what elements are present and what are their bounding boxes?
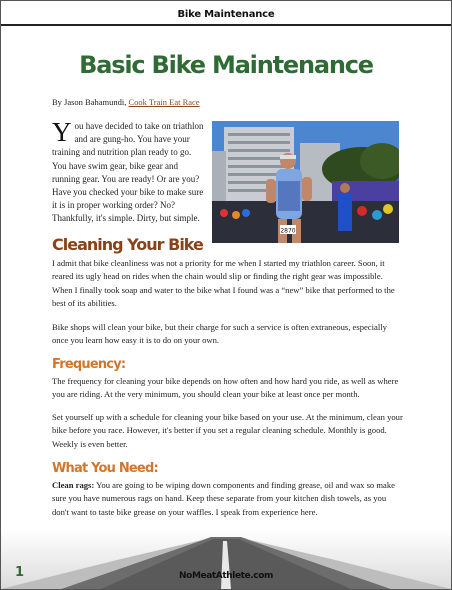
- page-number: 1: [15, 565, 25, 580]
- byline-link[interactable]: Cook Train Eat Race: [128, 97, 200, 107]
- drop-cap: Y: [52, 117, 72, 147]
- section-heading-what-you-need: What You Need:: [52, 461, 158, 476]
- article-title: Basic Bike Maintenance: [79, 51, 373, 79]
- need-item-label: Clean rags:: [52, 480, 95, 490]
- cleaning-paragraph-1: I admit that bike cleanliness was not a priority for me when I started my triathlon career. Soon, it reared its ugly head on rides when the chain would slip or finding the right gear was impossible. When I finally took soap and water to the bike what I found was a “new” bike that performed to the best of its abilities.: [52, 258, 395, 308]
- intro-text: ou have decided to take on triathlon and are gung-ho. You have your training and nutrition plan ready to go. You have swim gear, bike gear and running gear. You are ready! Or are you? Have you checked your bike to make sure it is in proper working order? No? Thankfully, it's simple. Dirty, but simple.: [52, 121, 204, 224]
- need-item-clean-rags: [52, 479, 404, 519]
- section-heading-cleaning: Cleaning Your Bike: [52, 235, 203, 254]
- section-heading-frequency: Frequency:: [52, 357, 126, 372]
- running-head: Bike Maintenance: [177, 9, 275, 20]
- cleaning-paragraph-2: Bike shops will clean your bike, but their charge for such a service is often extraneous, especially once you learn how easy it is to do on your own.: [52, 322, 387, 346]
- byline-author: By Jason Bahamundi,: [52, 97, 129, 107]
- header-rule: [1, 24, 451, 26]
- byline: [52, 97, 200, 107]
- race-bib-number: 2870: [280, 227, 296, 235]
- intro-paragraph: [52, 117, 207, 226]
- frequency-paragraph-2: Set yourself up with a schedule for cleaning your bike based on your use. At the minimum, clean your bike before you race. However, it's better if you set a regular cleaning schedule. Monthly is good. Weekly is even better.: [52, 412, 403, 449]
- need-item-text: You are going to be wiping down components and finding grease, oil and wax so make sure you have numerous rags on hand. Keep these separate from your kitchen dish towels, as you don't want to taste bike grease on your waffles. I speak from experience here.: [52, 480, 395, 517]
- site-name[interactable]: NoMeatAthlete.com: [179, 571, 273, 581]
- frequency-paragraph-1: The frequency for cleaning your bike depends on how often and how hard you ride, as well as where you are riding. At the very minimum, you should clean your bike at least once per month.: [52, 376, 399, 400]
- triathlon-runner-photo: [212, 121, 399, 243]
